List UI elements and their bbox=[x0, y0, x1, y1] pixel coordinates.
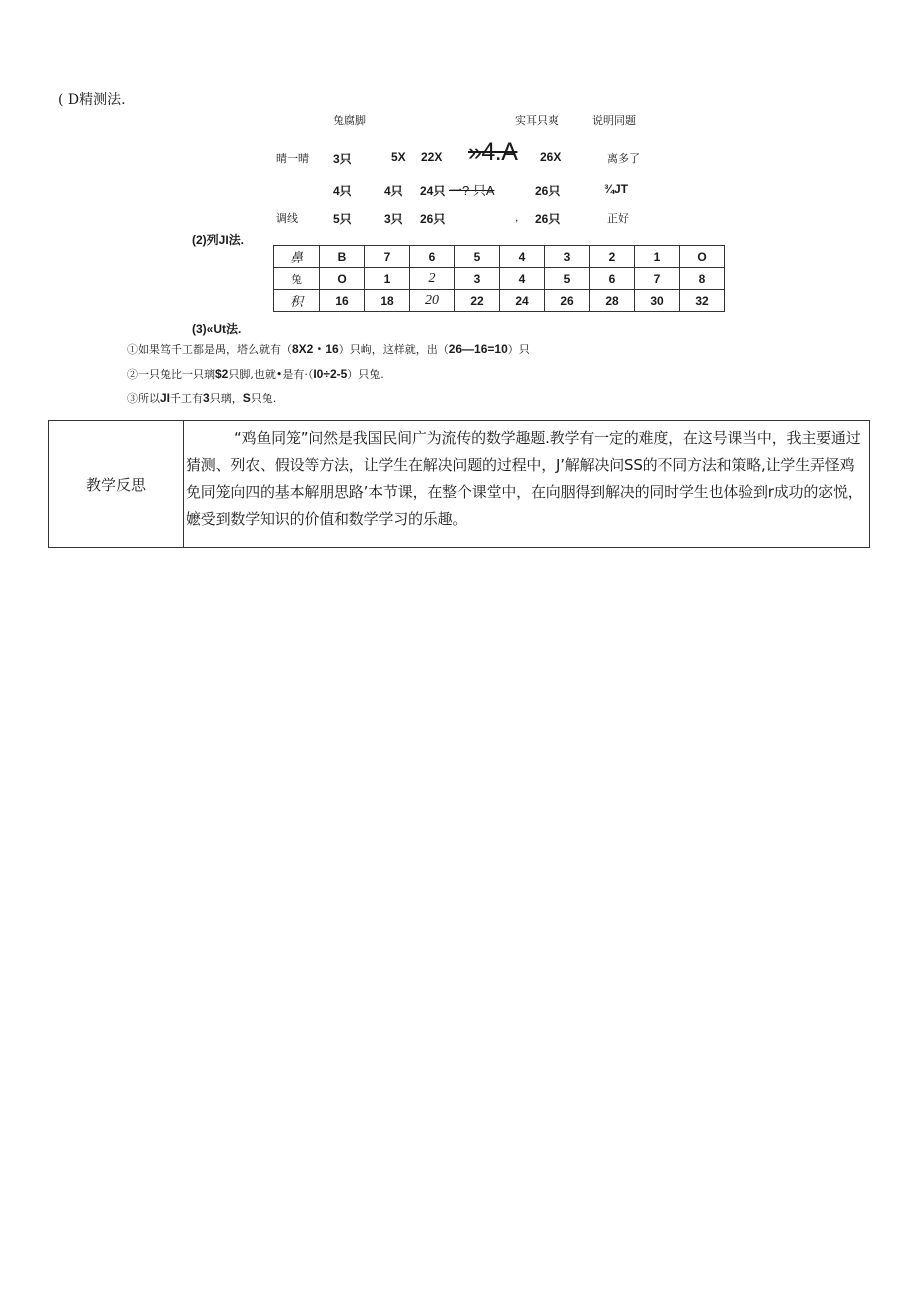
table-cell: 32 bbox=[680, 290, 725, 312]
table-cell: 26 bbox=[545, 290, 590, 312]
step-text: ）只兔. bbox=[347, 368, 384, 381]
table-cell: 2 bbox=[590, 246, 635, 268]
guess-row1-c1: 3只 bbox=[333, 152, 352, 166]
table-cell: 8 bbox=[680, 268, 725, 290]
table-cell: 2 bbox=[410, 268, 455, 290]
guess-row3-c3: 26只 bbox=[420, 212, 446, 226]
guess-row3-note: 正好 bbox=[607, 212, 629, 225]
table-cell: 5 bbox=[545, 268, 590, 290]
method3-heading: (3)«Ut法. bbox=[192, 322, 242, 336]
table-cell: 18 bbox=[365, 290, 410, 312]
reflection-table bbox=[48, 420, 870, 548]
step-value: 3 bbox=[203, 391, 210, 405]
row-label-chicken: 鼻 bbox=[274, 246, 320, 268]
method3-step1 bbox=[127, 340, 530, 357]
step-value: JI bbox=[160, 391, 171, 405]
guess-header-rabbit-feet: 兔腐脚 bbox=[333, 114, 366, 127]
guess-row1-c2: 5X bbox=[391, 150, 406, 164]
table-cell: 20 bbox=[410, 290, 455, 312]
guess-row1-c3: 22X bbox=[421, 150, 443, 164]
step-value: 8X2・16 bbox=[292, 342, 339, 356]
method3-step2 bbox=[127, 366, 384, 382]
table-row bbox=[274, 290, 725, 312]
table-cell: 4 bbox=[500, 268, 545, 290]
step-text: 只兔. bbox=[250, 392, 277, 405]
guess-row3-c2: 3只 bbox=[384, 212, 403, 226]
method3-step3 bbox=[127, 390, 276, 406]
table-cell: 7 bbox=[635, 268, 680, 290]
table-cell: 5 bbox=[455, 246, 500, 268]
reflection-text: “鸡鱼同笼”问然是我国民间广为流传的数学趣题.教学有一定的难度，在这号课当中，我主要通过猜测、列农、假设等方法，让学生在解决问题的过程中，J’解解决问SS的不同方法和策略,让学生弄怪鸡免同笼向四的基本解朋思路’本节课，在整个课堂中，在向胭得到解决的同时学生也体验到r成功的宓悦，嬷受到数学知识的价值和数学学习的乐趣。 bbox=[186, 429, 863, 528]
table-cell: 7 bbox=[365, 246, 410, 268]
step-text: ②一只兔比一只璃 bbox=[127, 368, 215, 381]
guess-row1-c5: 26X bbox=[540, 150, 562, 164]
step-value: 26—16=10 bbox=[448, 342, 508, 356]
table-cell: 3 bbox=[455, 268, 500, 290]
reflection-label: 教学反思 bbox=[49, 421, 184, 547]
guess-row1-label: 晴一晴 bbox=[276, 152, 309, 165]
table-cell: B bbox=[320, 246, 365, 268]
table-cell: 28 bbox=[590, 290, 635, 312]
count-table bbox=[273, 245, 725, 312]
guess-row3-c5: 26只 bbox=[535, 212, 561, 226]
guess-row2-c1: 4只 bbox=[333, 184, 352, 198]
table-cell: 6 bbox=[590, 268, 635, 290]
table-cell: 24 bbox=[500, 290, 545, 312]
step-value: $2 bbox=[215, 367, 229, 381]
table-row bbox=[274, 246, 725, 268]
guess-header-actual: 实耳只爽 bbox=[515, 114, 559, 127]
table-cell: 6 bbox=[410, 246, 455, 268]
table-cell: 1 bbox=[365, 268, 410, 290]
table-cell: 4 bbox=[500, 246, 545, 268]
table-row bbox=[274, 268, 725, 290]
table-cell: 1 bbox=[635, 246, 680, 268]
table-cell: O bbox=[320, 268, 365, 290]
row-label-total: 积 bbox=[274, 290, 320, 312]
guess-row3-c4: , bbox=[515, 210, 519, 224]
step-text: ）只岣，这样就，出（ bbox=[338, 343, 449, 356]
table-cell: 16 bbox=[320, 290, 365, 312]
step-text: ①如果笃千工都是禺，塔么就有（ bbox=[127, 343, 292, 356]
guess-row2-c3: 24只 bbox=[420, 184, 446, 198]
step-text: 只脚,也就•是有·（ bbox=[228, 368, 314, 381]
method2-heading: (2)列JI法. bbox=[192, 233, 245, 247]
method1-heading: ( D精测法. bbox=[58, 92, 126, 108]
guess-row2-c5: 26只 bbox=[535, 184, 561, 198]
guess-header-explain: 说明同题 bbox=[592, 114, 636, 127]
guess-row3-c1: 5只 bbox=[333, 212, 352, 226]
step-text: ③所以 bbox=[127, 392, 160, 405]
guess-row2-c2: 4只 bbox=[384, 184, 403, 198]
table-cell: O bbox=[680, 246, 725, 268]
step-value: S bbox=[242, 391, 251, 405]
table-cell: 22 bbox=[455, 290, 500, 312]
guess-row1-note: 离多了 bbox=[607, 152, 640, 165]
table-cell: 30 bbox=[635, 290, 680, 312]
step-text: 千工有 bbox=[170, 392, 204, 405]
table-cell: 3 bbox=[545, 246, 590, 268]
row-label-rabbit: 兔 bbox=[274, 268, 320, 290]
step-value: I0÷2-5 bbox=[313, 367, 348, 381]
guess-row1-c4: »4.A bbox=[468, 138, 518, 166]
guess-row3-label: 调线 bbox=[276, 212, 298, 225]
guess-row2-c4: 一? 只A bbox=[449, 183, 495, 198]
guess-row2-note: ¾JT bbox=[604, 182, 629, 196]
step-text: ）只 bbox=[507, 343, 530, 356]
step-text: 只璃， bbox=[209, 392, 243, 405]
